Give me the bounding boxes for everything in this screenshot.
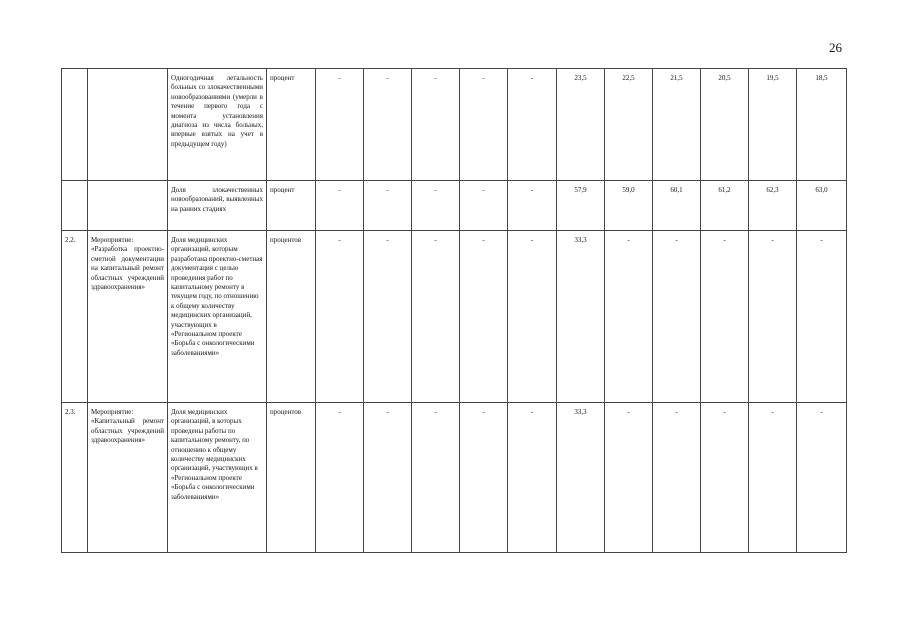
table-row bbox=[62, 403, 847, 553]
value-cell: - bbox=[412, 69, 460, 181]
table-row bbox=[62, 231, 847, 403]
unit-cell: процент bbox=[267, 69, 316, 181]
indicator-cell: Доля злокачественных новообразований, выявленных на ранних стадиях bbox=[168, 181, 267, 231]
value-cell: - bbox=[460, 403, 508, 553]
value-cell: 63,0 bbox=[797, 181, 847, 231]
value-cell: 59,0 bbox=[605, 181, 653, 231]
value-cell: 61,2 bbox=[701, 181, 749, 231]
value-cell: - bbox=[364, 181, 412, 231]
value-cell: 33,3 bbox=[557, 403, 605, 553]
unit-cell: процентов bbox=[267, 403, 316, 553]
value-cell: - bbox=[460, 69, 508, 181]
activity-cell bbox=[88, 69, 168, 181]
value-cell: - bbox=[364, 403, 412, 553]
row-number bbox=[62, 69, 88, 181]
value-cell: - bbox=[749, 403, 797, 553]
value-cell: - bbox=[749, 231, 797, 403]
value-cell: 21,5 bbox=[653, 69, 701, 181]
value-cell: - bbox=[605, 403, 653, 553]
value-cell: - bbox=[316, 69, 364, 181]
value-cell: - bbox=[797, 231, 847, 403]
activity-cell: Мероприятие: «Разработка проектно-сметной документации на капитальный ремонт областных учреждений здравоохранения» bbox=[88, 231, 168, 403]
indicator-cell: Доля медицинских организаций, которым разработана проектно-сметная документация с целью проведения работ по капитальному ремонту в текущем году, по отношению к общему количеству медицинских организаций, участвующих в «Региональном проекте «Борьба с онкологическими заболеваниями» bbox=[168, 231, 267, 403]
row-number: 2.2. bbox=[62, 231, 88, 403]
indicator-cell: Доля медицинских организаций, в которых проведены работы по капитальному ремонту, по отношению к общему количеству медицинских организаций, участвующих в «Региональном проекте «Борьба с онкологическими заболеваниями» bbox=[168, 403, 267, 553]
value-cell: - bbox=[412, 403, 460, 553]
value-cell: 62,3 bbox=[749, 181, 797, 231]
value-cell: - bbox=[701, 231, 749, 403]
value-cell: - bbox=[653, 231, 701, 403]
page-number: 26 bbox=[829, 40, 842, 55]
value-cell: - bbox=[316, 231, 364, 403]
table-row bbox=[62, 181, 847, 231]
value-cell: - bbox=[508, 69, 557, 181]
value-cell: - bbox=[605, 231, 653, 403]
value-cell: - bbox=[701, 403, 749, 553]
value-cell: 20,5 bbox=[701, 69, 749, 181]
row-number: 2.3. bbox=[62, 403, 88, 553]
value-cell: 23,5 bbox=[557, 69, 605, 181]
value-cell: - bbox=[508, 181, 557, 231]
value-cell: - bbox=[412, 231, 460, 403]
value-cell: - bbox=[412, 181, 460, 231]
activity-cell: Мероприятие: «Капитальный ремонт областных учреждений здравоохранения» bbox=[88, 403, 168, 553]
value-cell: 19,5 bbox=[749, 69, 797, 181]
value-cell: 60,1 bbox=[653, 181, 701, 231]
value-cell: - bbox=[364, 231, 412, 403]
value-cell: 33,3 bbox=[557, 231, 605, 403]
row-number bbox=[62, 181, 88, 231]
value-cell: - bbox=[364, 69, 412, 181]
value-cell: 18,5 bbox=[797, 69, 847, 181]
unit-cell: процентов bbox=[267, 231, 316, 403]
value-cell: 57,9 bbox=[557, 181, 605, 231]
value-cell: - bbox=[316, 403, 364, 553]
value-cell: - bbox=[797, 403, 847, 553]
value-cell: - bbox=[653, 403, 701, 553]
activity-cell bbox=[88, 181, 168, 231]
value-cell: 22,5 bbox=[605, 69, 653, 181]
unit-cell: процент bbox=[267, 181, 316, 231]
value-cell: - bbox=[508, 403, 557, 553]
indicators-table bbox=[61, 68, 847, 553]
value-cell: - bbox=[460, 231, 508, 403]
value-cell: - bbox=[508, 231, 557, 403]
table-row bbox=[62, 69, 847, 181]
indicator-cell: Одногодичная летальность больных со злокачественными новообразованиями (умерли в течение первого года с момента установления диагноза из числа больных, впервые взятых на учет в предыдущем году) bbox=[168, 69, 267, 181]
value-cell: - bbox=[460, 181, 508, 231]
value-cell: - bbox=[316, 181, 364, 231]
